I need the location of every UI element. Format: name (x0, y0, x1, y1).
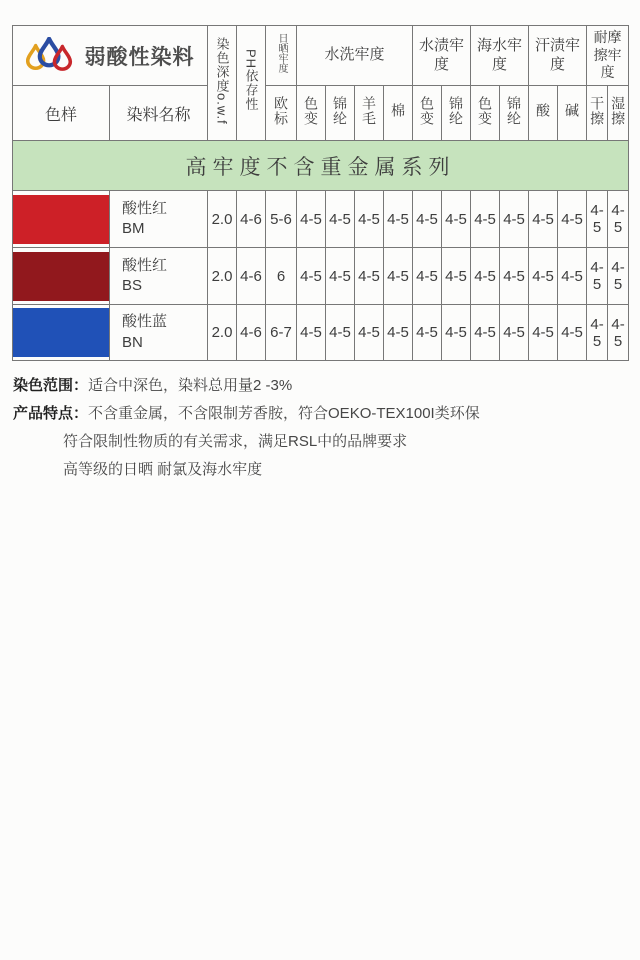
fastness-value: 5-6 (266, 191, 297, 248)
col-ph-label: PH依存性 (243, 49, 259, 112)
fastness-value: 4-5 (384, 305, 413, 361)
col-rub-wet-label: 湿擦 (610, 95, 627, 126)
col-group-wash: 水洗牢度 (297, 26, 413, 86)
col-sweat-alkali-label: 碱 (564, 103, 581, 118)
fastness-value: 2.0 (208, 248, 237, 305)
table-row (13, 248, 629, 305)
brand-title: 弱酸性染料 (84, 45, 195, 69)
col-rub-dry (587, 86, 608, 141)
fastness-value: 4-5 (384, 191, 413, 248)
fastness-value: 4-5 (587, 248, 608, 305)
col-sea-nylon (500, 86, 529, 141)
fastness-value: 2.0 (208, 305, 237, 361)
fastness-value: 4-5 (413, 305, 442, 361)
dye-name-line2: BN (122, 333, 143, 351)
fastness-value: 4-5 (384, 248, 413, 305)
col-rub-dry-label: 干擦 (589, 95, 606, 126)
fastness-value: 4-5 (297, 191, 326, 248)
series-banner-row (13, 141, 629, 191)
fastness-value: 4-5 (442, 191, 471, 248)
color-swatch (13, 308, 109, 357)
col-group-perspiration: 汗渍牢度 (529, 26, 587, 86)
col-sea-nylon-label: 锦纶 (506, 95, 523, 126)
series-banner: 高牢度不含重金属系列 (13, 141, 629, 191)
note-dyeing-range (13, 375, 623, 396)
dye-name-line1: 酸性红 (122, 199, 168, 217)
fastness-value: 4-5 (413, 191, 442, 248)
col-group-seawater: 海水牢度 (471, 26, 529, 86)
fastness-value: 4-5 (442, 248, 471, 305)
col-wash-cotton-label: 棉 (390, 103, 406, 118)
brand-logo (13, 37, 207, 75)
dye-name-line1: 酸性红 (122, 256, 168, 274)
col-wash-colorchange (297, 86, 326, 141)
col-sweat-acid-label: 酸 (535, 103, 552, 118)
note-product-features (13, 403, 623, 424)
fastness-value: 4-5 (558, 191, 587, 248)
col-light-eu-standard (266, 86, 297, 141)
fastness-value: 4-6 (237, 191, 266, 248)
col-light-eu-standard-label: 欧标 (273, 95, 289, 126)
col-ph (237, 26, 266, 141)
col-wash-wool (355, 86, 384, 141)
dye-name-cell (110, 191, 208, 248)
note-rsl-compliance: 符合限制性物质的有关需求，满足RSL中的品牌要求 (63, 433, 408, 450)
fastness-value: 4-5 (471, 191, 500, 248)
dye-fastness-table (12, 25, 629, 361)
header-row-subs (13, 86, 629, 141)
col-water-nylon-label: 锦纶 (448, 95, 465, 126)
col-water-colorchange (413, 86, 442, 141)
col-rub-wet (608, 86, 629, 141)
fastness-value: 4-6 (237, 248, 266, 305)
fastness-value: 2.0 (208, 191, 237, 248)
color-swatch (13, 195, 109, 244)
fastness-value: 4-5 (587, 191, 608, 248)
fastness-value: 4-5 (471, 305, 500, 361)
fastness-value: 4-5 (326, 191, 355, 248)
fastness-value: 4-5 (529, 191, 558, 248)
table-row (13, 191, 629, 248)
sample-cell (13, 305, 110, 361)
sample-cell (13, 191, 110, 248)
col-water-nylon (442, 86, 471, 141)
col-sea-colorchange-label: 色变 (477, 95, 494, 126)
dye-name-line2: BS (122, 277, 143, 294)
fastness-value: 4-5 (500, 248, 529, 305)
fastness-value: 4-5 (500, 191, 529, 248)
fastness-value: 4-5 (608, 305, 629, 361)
col-sample: 色样 (13, 86, 110, 141)
fastness-value: 6 (266, 248, 297, 305)
dye-name-cell (110, 305, 208, 361)
note-dyeing-range-label: 染色范围： (13, 377, 89, 394)
fastness-value: 4-5 (326, 305, 355, 361)
fastness-value: 4-5 (442, 305, 471, 361)
fastness-value: 4-5 (558, 305, 587, 361)
fastness-value: 4-5 (608, 248, 629, 305)
note-high-grade-fastness: 高等级的日晒 耐氯及海水牢度 (63, 461, 263, 478)
fastness-value: 6-7 (266, 305, 297, 361)
fastness-value: 4-5 (413, 248, 442, 305)
fastness-value: 4-5 (355, 191, 384, 248)
note-product-features-label: 产品特点： (13, 405, 89, 422)
col-depth (208, 26, 237, 141)
brand-logo-cell (13, 26, 208, 86)
fastness-value: 4-5 (355, 248, 384, 305)
col-sea-colorchange (471, 86, 500, 141)
col-dye-name: 染料名称 (110, 86, 208, 141)
col-wash-cotton (384, 86, 413, 141)
col-wash-nylon-label: 锦纶 (332, 95, 348, 126)
fastness-value: 4-5 (529, 248, 558, 305)
product-notes (13, 375, 623, 487)
fastness-value: 4-5 (558, 248, 587, 305)
dye-name-cell (110, 248, 208, 305)
fastness-value: 4-5 (471, 248, 500, 305)
fastness-value: 4-5 (529, 305, 558, 361)
fastness-value: 4-6 (237, 305, 266, 361)
fastness-value: 4-5 (608, 191, 629, 248)
dye-name-line2: BM (122, 220, 145, 237)
note-dyeing-range-text: 适合中深色，染料总用量2 -3% (88, 377, 293, 394)
fastness-value: 4-5 (297, 305, 326, 361)
col-group-waterstain: 水渍牢度 (413, 26, 471, 86)
note-product-features-text: 不含重金属，不含限制芳香胺，符合OEKO-TEX100I类环保 (88, 405, 480, 422)
color-swatch (13, 252, 109, 301)
sample-cell (13, 248, 110, 305)
dye-drops-icon (26, 37, 76, 75)
col-lightfastness-label: 日晒牢度 (276, 33, 287, 73)
header-row-groups (13, 26, 629, 86)
fastness-value: 4-5 (355, 305, 384, 361)
col-water-colorchange-label: 色变 (419, 95, 436, 126)
col-wash-colorchange-label: 色变 (303, 95, 319, 126)
fastness-value: 4-5 (326, 248, 355, 305)
col-sweat-acid (529, 86, 558, 141)
col-group-rubbing: 耐摩擦牢度 (587, 26, 629, 86)
table-row (13, 305, 629, 361)
col-group-lightfastness (266, 26, 297, 86)
dye-table-wrapper (12, 25, 629, 361)
col-depth-label: 染色深度o.w.f (214, 36, 230, 125)
col-wash-nylon (326, 86, 355, 141)
dye-name-line1: 酸性蓝 (122, 313, 168, 331)
fastness-value: 4-5 (500, 305, 529, 361)
col-wash-wool-label: 羊毛 (361, 95, 377, 126)
col-sweat-alkali (558, 86, 587, 141)
fastness-value: 4-5 (587, 305, 608, 361)
fastness-value: 4-5 (297, 248, 326, 305)
